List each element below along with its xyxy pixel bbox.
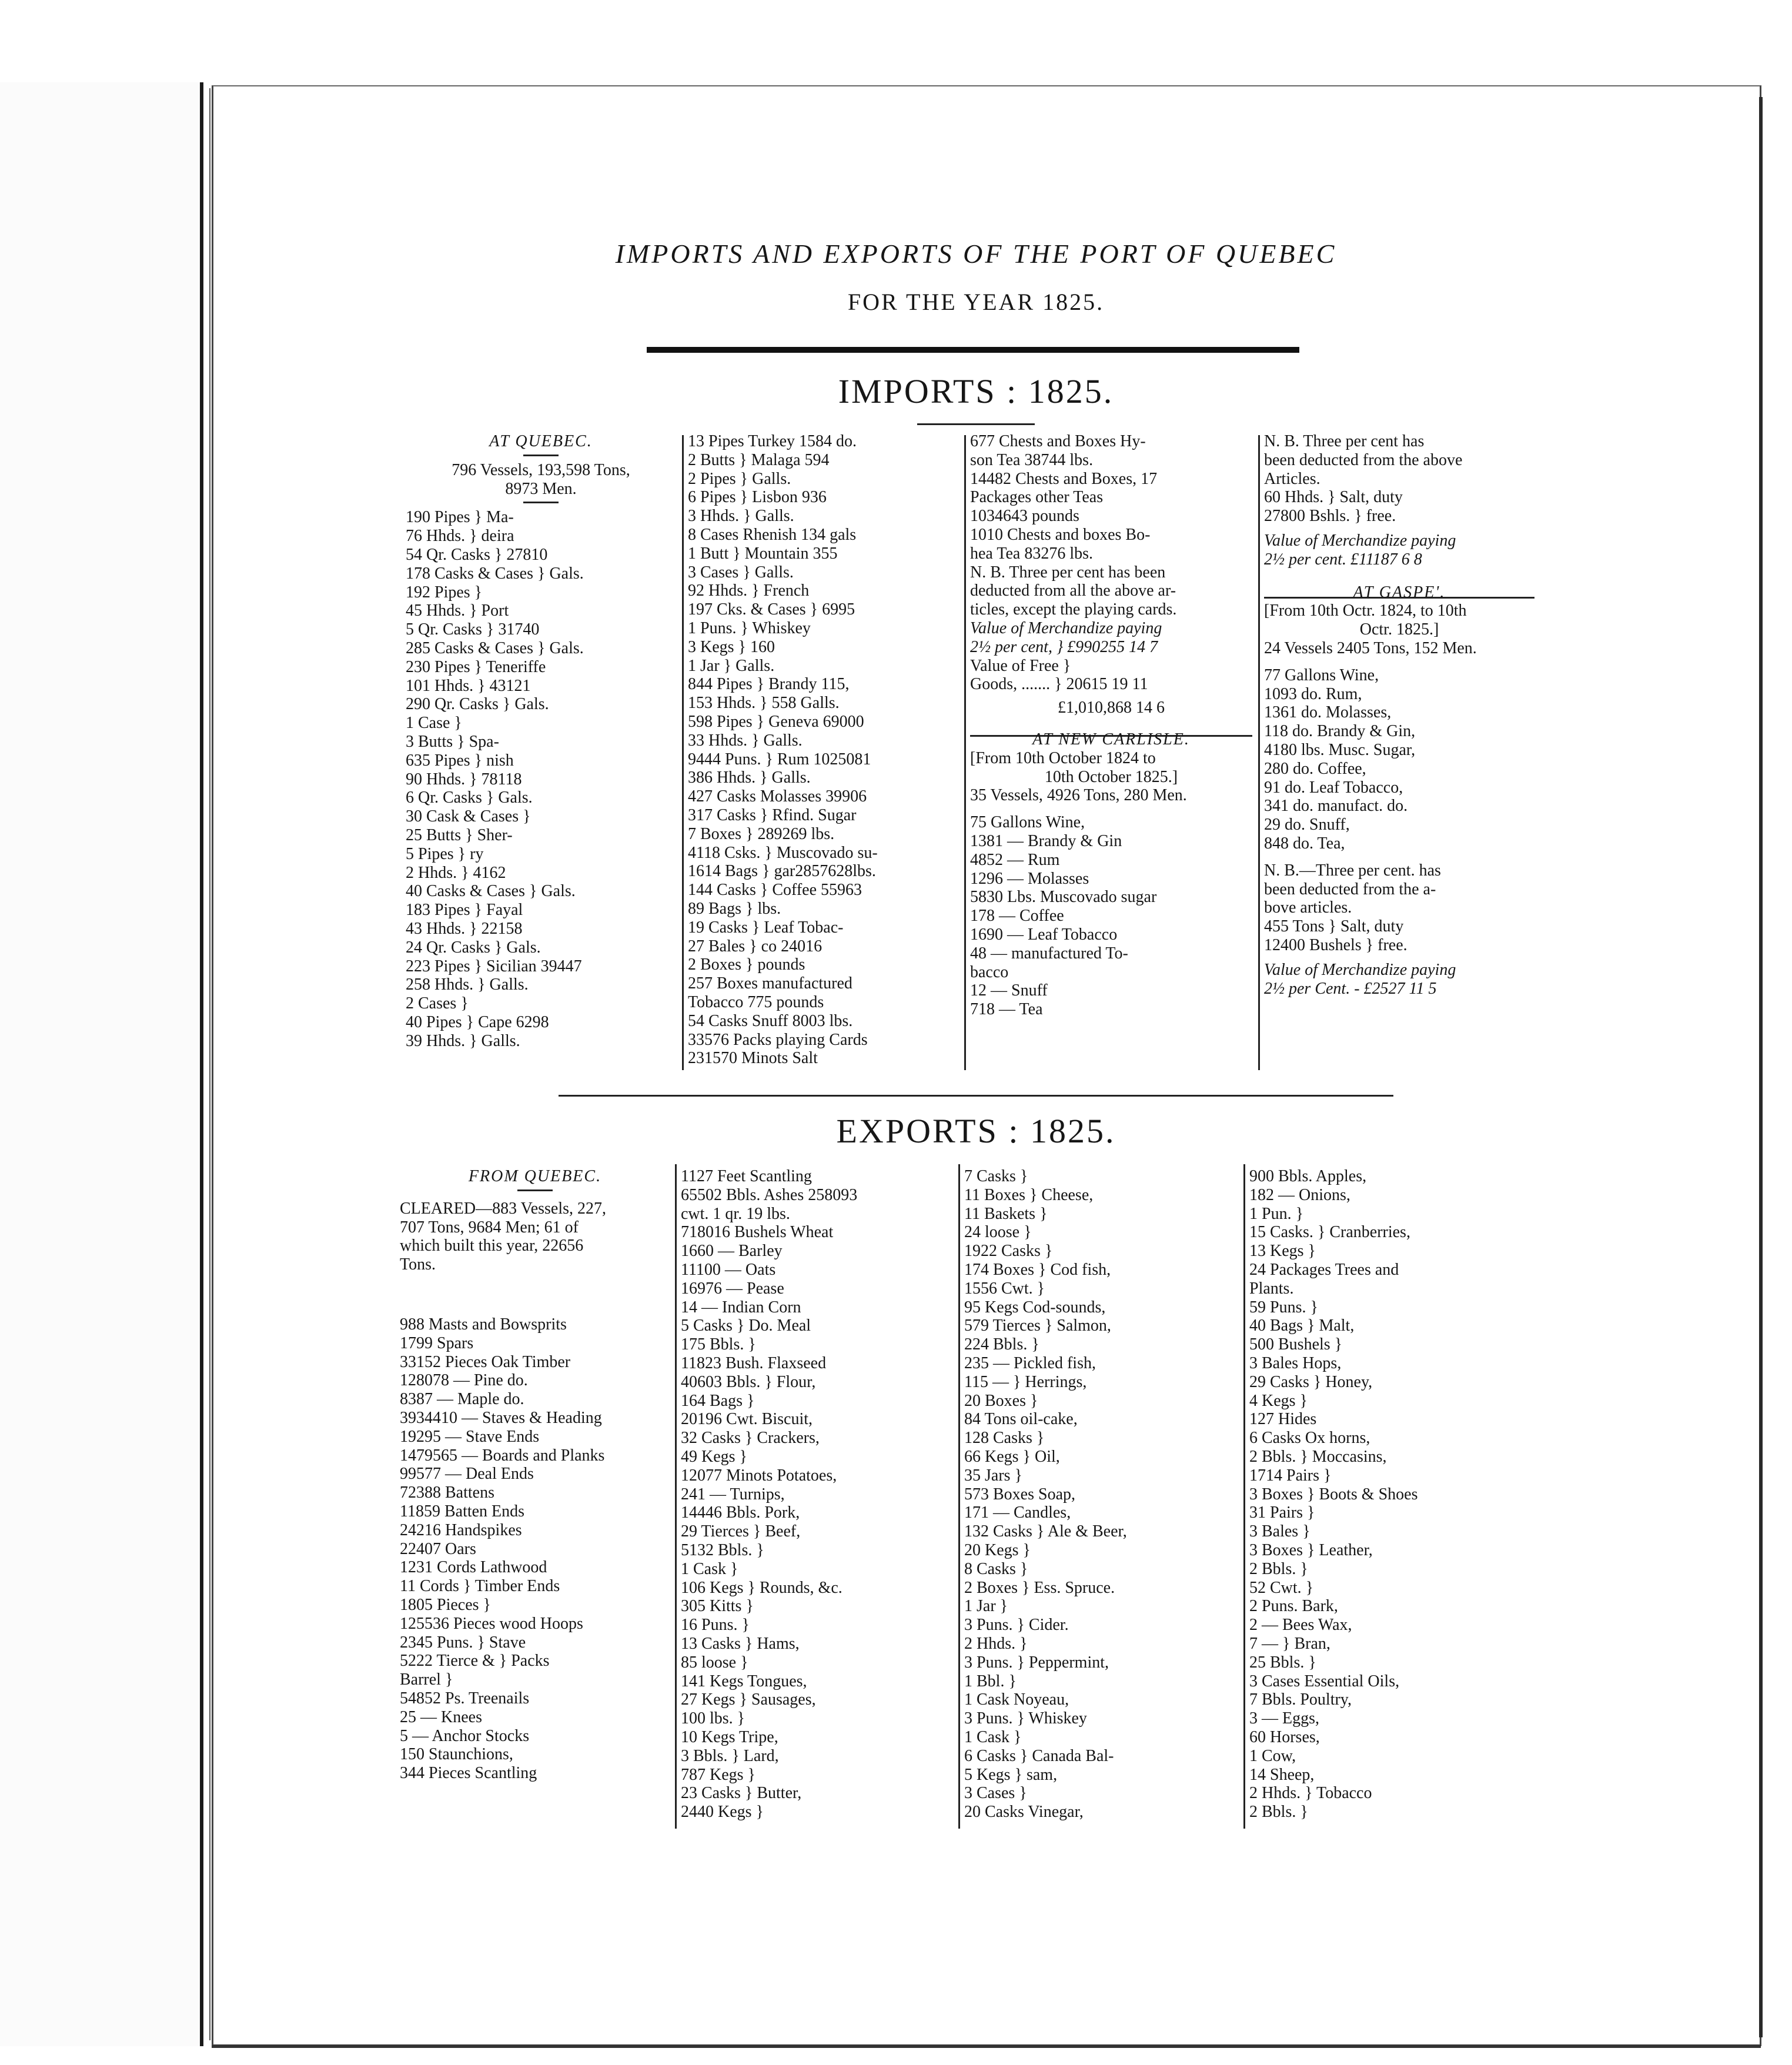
entry-line: 1479565 — Boards and Planks [400, 1446, 605, 1465]
entry-line: 2 Bbls. } [1249, 1559, 1308, 1578]
entry-line: 2 Boxes } Ess. Spruce. [964, 1578, 1115, 1597]
entry-line: 178 — Coffee [970, 907, 1064, 925]
entry-line: 192 Pipes } [406, 583, 483, 602]
entry-line: 11 Baskets } [964, 1204, 1048, 1223]
ornamental-rule [517, 1189, 553, 1191]
entry-line: 1 Cask } [681, 1559, 738, 1578]
entry-line: 231570 Minots Salt [688, 1049, 818, 1068]
entry-line: 1361 do. Molasses, [1264, 703, 1392, 722]
entry-line: 40 Bags } Malt, [1249, 1316, 1355, 1335]
entry-line: 11823 Bush. Flaxseed [681, 1354, 827, 1372]
entry-line: son Tea 38744 lbs. [970, 450, 1094, 469]
entry-line: 8387 — Maple do. [400, 1390, 524, 1409]
entry-line: 4 Kegs } [1249, 1391, 1308, 1410]
binding-edge [203, 88, 210, 2040]
entry-line: 305 Kitts } [681, 1597, 754, 1616]
entry-line: 1296 — Molasses [970, 869, 1089, 888]
entry-line: 3 Boxes } Leather, [1249, 1541, 1373, 1559]
entry-line: 3 Kegs } 160 [688, 637, 775, 656]
entry-line: 24 Qr. Casks } Gals. [406, 938, 541, 957]
entry-line: 2½ per cent, } £990255 14 7 [970, 637, 1158, 656]
entry-line: 7 Boxes } 289269 lbs. [688, 824, 835, 843]
entry-line: 4852 — Rum [970, 850, 1060, 869]
entry-line: 1556 Cwt. } [964, 1279, 1045, 1298]
entry-line: 2 Hhds. } Tobacco [1249, 1784, 1372, 1803]
entry-line: 164 Bags } [681, 1391, 755, 1410]
entry-line: 7 Bbls. Poultry, [1249, 1690, 1352, 1709]
entry-line: [From 10th Octr. 1824, to 10th [1264, 602, 1467, 620]
entry-line: 718 — Tea [970, 1000, 1043, 1019]
entry-line: 1 Pun. } [1249, 1204, 1304, 1223]
entry-line: 15 Casks. } Cranberries, [1249, 1223, 1410, 1242]
entry-line: deducted from all the above ar- [970, 582, 1176, 600]
entry-line: 9444 Puns. } Rum 1025081 [688, 750, 871, 768]
column-heading: AT QUEBEC. [489, 432, 593, 450]
entry-line: 54 Qr. Casks } 27810 [406, 545, 548, 564]
entry-line: 1034643 pounds [970, 507, 1079, 526]
exports-column-divider-2 [958, 1164, 960, 1829]
entry-line: 11859 Batten Ends [400, 1502, 525, 1521]
entry-line: 128 Casks } [964, 1429, 1045, 1448]
entry-line: been deducted from the a- [1264, 880, 1436, 898]
entry-line: 84 Tons oil-cake, [964, 1410, 1078, 1429]
entry-line: 29 Casks } Honey, [1249, 1372, 1373, 1391]
entry-line: 8973 Men. [505, 479, 577, 498]
imports-heading-rule [917, 423, 1035, 425]
entry-line: 2 Hhds. } [964, 1634, 1028, 1653]
entry-line: 900 Bbls. Apples, [1249, 1167, 1367, 1185]
entry-line: bacco [970, 963, 1009, 981]
entry-line: 92 Hhds. } French [688, 582, 810, 600]
entry-line: cwt. 1 qr. 19 lbs. [681, 1204, 790, 1223]
entry-line: 2 Hhds. } 4162 [406, 863, 506, 882]
entry-line: 91 do. Leaf Tobacco, [1264, 778, 1403, 797]
exports-column-4 [1249, 1167, 1520, 1822]
entry-line: Barrel } [400, 1670, 453, 1689]
entry-line: 13 Casks } Hams, [681, 1634, 800, 1653]
entry-line: 1714 Pairs } [1249, 1466, 1332, 1485]
entry-line: 29 Tierces } Beef, [681, 1522, 801, 1541]
entry-line: 241 — Turnips, [681, 1485, 785, 1503]
page-bottom-shadow [212, 2045, 1761, 2048]
entry-line: 455 Tons } Salt, duty [1264, 917, 1404, 936]
entry-line: [From 10th October 1824 to [970, 749, 1156, 767]
entry-line: 1660 — Barley [681, 1242, 783, 1261]
entry-line: 988 Masts and Bowsprits [400, 1315, 567, 1334]
entry-line: 2 Cases } [406, 994, 469, 1013]
entry-line: 65502 Bbls. Ashes 258093 [681, 1185, 858, 1204]
imports-column-divider-2 [964, 435, 966, 1070]
entry-line: 16 Puns. } [681, 1616, 750, 1635]
imports-column-gaspe [1264, 432, 1534, 998]
entry-line: 35 Vessels, 4926 Tons, 280 Men. [970, 786, 1187, 805]
entry-line: 33 Hhds. } Galls. [688, 731, 803, 750]
entry-line: 20 Casks Vinegar, [964, 1803, 1084, 1822]
column-heading: FROM QUEBEC. [468, 1167, 602, 1185]
entry-line: 43 Hhds. } 22158 [406, 919, 523, 938]
entry-line: 2 Bbls. } [1249, 1803, 1308, 1822]
entry-line: 24 Packages Trees and [1249, 1260, 1399, 1279]
entry-line: 1 Bbl. } [964, 1672, 1017, 1690]
entry-line: which built this year, 22656 [400, 1237, 584, 1255]
entry-line: 2½ per cent. £11187 6 8 [1264, 550, 1422, 569]
line-spacer [1264, 955, 1534, 961]
entry-line: 848 do. Tea, [1264, 834, 1345, 853]
entry-line: 2 Pipes } Galls. [688, 469, 791, 488]
ornamental-rule [523, 502, 559, 503]
entry-line: 5 Pipes } ry [406, 844, 484, 863]
line-spacer [1264, 569, 1534, 583]
entry-line: N. B.—Three per cent. has [1264, 861, 1441, 880]
entry-line: 178 Casks & Cases } Gals. [406, 564, 584, 583]
entry-line: 3 Bbls. } Lard, [681, 1746, 779, 1765]
entry-line: 52 Cwt. } [1249, 1578, 1314, 1597]
exports-heading: EXPORTS : 1825. [836, 1112, 1116, 1150]
entry-line: 27800 Bshls. } free. [1264, 507, 1396, 526]
entry-line: 6 Casks Ox horns, [1249, 1429, 1370, 1448]
entry-line: 598 Pipes } Geneva 69000 [688, 712, 864, 731]
imports-column-divider-1 [682, 435, 684, 1070]
exports-column-divider-3 [1243, 1164, 1245, 1829]
entry-line: 1 Puns. } Whiskey [688, 619, 811, 637]
entry-line: 3 Bales Hops, [1249, 1354, 1342, 1372]
entry-line: 12400 Bushels } free. [1264, 935, 1407, 954]
entry-line: 13 Kegs } [1249, 1242, 1316, 1261]
entry-line: 2345 Puns. } Stave [400, 1633, 526, 1652]
entry-line: 29 do. Snuff, [1264, 816, 1350, 834]
entry-line: 4118 Csks. } Muscovado su- [688, 843, 878, 862]
entry-line: 14 — Indian Corn [681, 1298, 801, 1316]
entry-line: 32 Casks } Crackers, [681, 1429, 820, 1448]
entry-line: 223 Pipes } Sicilian 39447 [406, 957, 582, 975]
entry-line: 174 Boxes } Cod fish, [964, 1260, 1111, 1279]
entry-line: 677 Chests and Boxes Hy- [970, 432, 1146, 450]
entry-line: 1381 — Brandy & Gin [970, 831, 1122, 850]
entry-line: 23 Casks } Butter, [681, 1784, 802, 1803]
entry-line: ticles, except the playing cards. [970, 600, 1177, 619]
exports-column-3 [964, 1167, 1238, 1822]
entry-line: 40603 Bbls. } Flour, [681, 1372, 816, 1391]
entry-line: 235 — Pickled fish, [964, 1354, 1096, 1372]
entry-line: 7 Casks } [964, 1167, 1028, 1185]
entry-line: £1,010,868 14 6 [1058, 699, 1165, 717]
ornamental-rule [523, 455, 559, 456]
entry-line: 5132 Bbls. } [681, 1541, 764, 1559]
entry-line: 1 Case } [406, 714, 462, 733]
entry-line: 11 Boxes } Cheese, [964, 1185, 1094, 1204]
entry-line: 60 Horses, [1249, 1727, 1320, 1746]
entry-line: 132 Casks } Ale & Beer, [964, 1522, 1127, 1541]
entry-line: 40 Pipes } Cape 6298 [406, 1013, 549, 1031]
entry-line: 75 Gallons Wine, [970, 813, 1085, 832]
entry-line: 8 Cases Rhenish 134 gals [688, 525, 857, 544]
entry-line: 13 Pipes Turkey 1584 do. [688, 432, 857, 450]
entry-line: Goods, ....... } 20615 19 11 [970, 675, 1148, 694]
entry-line: 1 Butt } Mountain 355 [688, 544, 838, 563]
entry-line: 24216 Handspikes [400, 1521, 522, 1539]
entry-line: 10th October 1825.] [1044, 767, 1178, 786]
entry-line: 796 Vessels, 193,598 Tons, [452, 460, 630, 479]
entry-line: 175 Bbls. } [681, 1335, 756, 1354]
entry-line: 5 Casks } Do. Meal [681, 1316, 811, 1335]
entry-line: 344 Pieces Scantling [400, 1764, 537, 1783]
entry-line: 11100 — Oats [681, 1260, 776, 1279]
entry-line: 3934410 — Staves & Heading [400, 1408, 602, 1427]
entry-line: 118 do. Brandy & Gin, [1264, 722, 1416, 741]
entry-line: 8 Casks } [964, 1559, 1028, 1578]
column-heading: AT GASPE'. [1353, 583, 1446, 602]
imports-column-quebec [406, 432, 676, 1051]
entry-line: 85 loose } [681, 1653, 748, 1672]
entry-line: 60 Hhds. } Salt, duty [1264, 488, 1403, 507]
entry-line: 141 Kegs Tongues, [681, 1672, 807, 1690]
entry-line: 72388 Battens [400, 1483, 494, 1502]
entry-line: 100 lbs. } [681, 1709, 745, 1728]
line-spacer [970, 805, 1252, 813]
entry-line: 718016 Bushels Wheat [681, 1223, 834, 1242]
entry-line: 579 Tierces } Salmon, [964, 1316, 1111, 1335]
entry-line: 341 do. manufact. do. [1264, 797, 1408, 816]
entry-line: 5 Kegs } sam, [964, 1765, 1058, 1784]
entry-line: 2 Puns. Bark, [1249, 1597, 1338, 1616]
entry-line: 27 Bales } co 24016 [688, 937, 823, 955]
entry-line: 1 Jar } [964, 1597, 1008, 1616]
left-page-edge [0, 82, 203, 2046]
entry-line: 106 Kegs } Rounds, &c. [681, 1578, 842, 1597]
exports-column-quebec [400, 1167, 670, 1783]
entry-line: 1127 Feet Scantling [681, 1167, 812, 1185]
exports-column-divider-1 [675, 1164, 677, 1829]
document-subtitle: FOR THE YEAR 1825. [847, 289, 1105, 315]
entry-line: 31 Pairs } [1249, 1503, 1315, 1522]
entry-line: bove articles. [1264, 898, 1352, 917]
entry-line: 115 — } Herrings, [964, 1372, 1087, 1391]
entry-line: 1 Cask Noyeau, [964, 1690, 1069, 1709]
entry-line: 49 Kegs } [681, 1447, 747, 1466]
entry-line: 59 Puns. } [1249, 1298, 1318, 1316]
entry-line: 153 Hhds. } 558 Galls. [688, 694, 840, 713]
entry-line: 1093 do. Rum, [1264, 684, 1362, 703]
entry-line: 635 Pipes } nish [406, 751, 514, 770]
entry-line: 182 — Onions, [1249, 1185, 1350, 1204]
entry-line: 95 Kegs Cod-sounds, [964, 1298, 1106, 1316]
entry-line: 20196 Cwt. Biscuit, [681, 1410, 813, 1429]
entry-line: 22407 Oars [400, 1539, 476, 1558]
entry-line: 1614 Bags } gar2857628lbs. [688, 862, 876, 881]
entry-line: 230 Pipes } Teneriffe [406, 657, 546, 676]
entry-line: been deducted from the above [1264, 450, 1463, 469]
line-spacer [970, 717, 1252, 730]
entry-line: 125536 Pieces wood Hoops [400, 1614, 583, 1633]
entry-line: 197 Cks. & Cases } 6995 [688, 600, 855, 619]
page-right-shadow [1759, 97, 1763, 2037]
entry-line: 183 Pipes } Fayal [406, 901, 523, 920]
entry-line: hea Tea 83276 lbs. [970, 544, 1094, 563]
entry-line: 1805 Pieces } [400, 1595, 491, 1614]
imports-heading: IMPORTS : 1825. [838, 372, 1114, 410]
line-spacer [400, 1274, 670, 1315]
entry-line: 27 Kegs } Sausages, [681, 1690, 816, 1709]
entry-line: 128078 — Pine do. [400, 1371, 528, 1390]
entry-line: 20 Boxes } [964, 1391, 1038, 1410]
entry-line: 427 Casks Molasses 39906 [688, 787, 867, 806]
entry-line: 14446 Bbls. Pork, [681, 1503, 800, 1522]
entry-line: 19 Casks } Leaf Tobac- [688, 918, 844, 937]
entry-line: 3 Hhds. } Galls. [688, 507, 794, 526]
entry-line: 5222 Tierce & } Packs [400, 1652, 550, 1670]
entry-line: 1799 Spars [400, 1334, 474, 1352]
entry-line: N. B. Three per cent has been [970, 563, 1166, 582]
entry-line: 2440 Kegs } [681, 1803, 764, 1822]
entry-line: 3 Bales } [1249, 1522, 1310, 1541]
entry-line: 7 — } Bran, [1249, 1634, 1330, 1653]
entry-line: Value of Merchandize paying [1264, 531, 1456, 550]
entry-line: Value of Merchandize paying [1264, 960, 1456, 979]
entry-line: 1231 Cords Lathwood [400, 1558, 547, 1577]
entry-line: 3 Boxes } Boots & Shoes [1249, 1485, 1418, 1503]
entry-line: 20 Kegs } [964, 1541, 1031, 1559]
entry-line: 3 Butts } Spa- [406, 732, 499, 751]
exports-column-2 [681, 1167, 954, 1822]
entry-line: 12077 Minots Potatoes, [681, 1466, 837, 1485]
entry-line: 54 Casks Snuff 8003 lbs. [688, 1011, 853, 1030]
entry-line: 573 Boxes Soap, [964, 1485, 1075, 1503]
entry-line: 1690 — Leaf Tobacco [970, 925, 1118, 944]
section-divider-rule [559, 1095, 1393, 1097]
entry-line: 66 Kegs } Oil, [964, 1447, 1060, 1466]
entry-line: 6 Pipes } Lisbon 936 [688, 488, 827, 507]
entry-line: 258 Hhds. } Galls. [406, 975, 529, 994]
entry-line: 127 Hides [1249, 1410, 1317, 1429]
entry-line: 386 Hhds. } Galls. [688, 768, 811, 787]
line-spacer [1264, 526, 1534, 532]
entry-line: 5 — Anchor Stocks [400, 1726, 530, 1745]
entry-line: 45 Hhds. } Port [406, 602, 509, 620]
column-heading: AT NEW CARLISLE. [1032, 730, 1190, 749]
entry-line: 1010 Chests and boxes Bo- [970, 525, 1151, 544]
entry-line: 12 — Snuff [970, 981, 1048, 1000]
imports-column-2 [688, 432, 958, 1068]
entry-line: 2½ per Cent. - £2527 11 5 [1264, 979, 1437, 998]
entry-line: 500 Bushels } [1249, 1335, 1343, 1354]
entry-line: 54852 Ps. Treenails [400, 1689, 530, 1708]
entry-line: 89 Bags } lbs. [688, 899, 781, 918]
entry-line: 844 Pipes } Brandy 115, [688, 675, 850, 694]
entry-line: 90 Hhds. } 78118 [406, 770, 522, 788]
document-title: IMPORTS AND EXPORTS OF THE PORT OF QUEBEC [615, 239, 1337, 269]
entry-line: 1922 Casks } [964, 1242, 1053, 1261]
entry-line: 285 Casks & Cases } Gals. [406, 639, 584, 657]
entry-line: 2 — Bees Wax, [1249, 1616, 1352, 1635]
entry-line: 99577 — Deal Ends [400, 1465, 534, 1483]
entry-line: 190 Pipes } Ma- [406, 508, 514, 527]
entry-line: 40 Casks & Cases } Gals. [406, 882, 576, 901]
entry-line: 77 Gallons Wine, [1264, 666, 1379, 684]
imports-column-divider-3 [1258, 435, 1260, 1070]
entry-line: 24 loose } [964, 1223, 1032, 1242]
title-rule [647, 347, 1299, 353]
entry-line: 3 Cases } Galls. [688, 563, 794, 582]
entry-line: 19295 — Stave Ends [400, 1427, 540, 1446]
entry-line: 76 Hhds. } deira [406, 527, 514, 546]
entry-line: 171 — Candles, [964, 1503, 1071, 1522]
entry-line: 6 Casks } Canada Bal- [964, 1746, 1114, 1765]
entry-line: 707 Tons, 9684 Men; 61 of [400, 1218, 579, 1237]
entry-line: 6 Qr. Casks } Gals. [406, 788, 533, 807]
entry-line: 2 Boxes } pounds [688, 955, 805, 974]
entry-line: 25 Butts } Sher- [406, 826, 513, 844]
entry-line: Value of Free } [970, 656, 1071, 675]
entry-line: 150 Staunchions, [400, 1745, 513, 1764]
entry-line: 5830 Lbs. Muscovado sugar [970, 888, 1157, 907]
line-spacer [1264, 853, 1534, 861]
entry-line: 25 Bbls. } [1249, 1653, 1316, 1672]
entry-line: 11 Cords } Timber Ends [400, 1577, 560, 1596]
entry-line: 3 Cases } [964, 1784, 1027, 1803]
entry-line: 16976 — Pease [681, 1279, 784, 1298]
entry-line: 4180 lbs. Musc. Sugar, [1264, 740, 1416, 759]
entry-line: 33576 Packs playing Cards [688, 1030, 868, 1049]
entry-line: 3 Puns. } Peppermint, [964, 1653, 1109, 1672]
entry-line: 144 Casks } Coffee 55963 [688, 881, 862, 900]
entry-line: 257 Boxes manufactured [688, 974, 852, 993]
entry-line: 35 Jars } [964, 1466, 1022, 1485]
entry-line: 30 Cask & Cases } [406, 807, 531, 826]
entry-line: 1 Cow, [1249, 1746, 1296, 1765]
entry-line: Packages other Teas [970, 488, 1104, 507]
entry-line: 14 Sheep, [1249, 1765, 1315, 1784]
entry-line: CLEARED—883 Vessels, 227, [400, 1199, 607, 1218]
imports-column-3 [970, 432, 1252, 1019]
entry-line: 24 Vessels 2405 Tons, 152 Men. [1264, 639, 1477, 657]
entry-line: N. B. Three per cent has [1264, 432, 1425, 450]
entry-line: 290 Qr. Casks } Gals. [406, 695, 549, 714]
entry-line: 2 Butts } Malaga 594 [688, 450, 830, 469]
line-spacer [970, 694, 1252, 699]
line-spacer [1264, 658, 1534, 666]
entry-line: 48 — manufactured To- [970, 944, 1128, 963]
entry-line: 787 Kegs } [681, 1765, 755, 1784]
entry-line: 280 do. Coffee, [1264, 759, 1366, 778]
entry-line: 1 Cask } [964, 1727, 1022, 1746]
entry-line: 3 — Eggs, [1249, 1709, 1319, 1728]
entry-line: 14482 Chests and Boxes, 17 [970, 469, 1158, 488]
entry-line: 39 Hhds. } Galls. [406, 1031, 520, 1050]
entry-line: Value of Merchandize paying [970, 619, 1162, 637]
entry-line: 25 — Knees [400, 1708, 482, 1726]
entry-line: 5 Qr. Casks } 31740 [406, 620, 540, 639]
entry-line: 224 Bbls. } [964, 1335, 1039, 1354]
entry-line: 10 Kegs Tripe, [681, 1727, 778, 1746]
entry-line: 1 Jar } Galls. [688, 656, 775, 675]
entry-line: 33152 Pieces Oak Timber [400, 1352, 571, 1371]
entry-line: Octr. 1825.] [1359, 620, 1439, 639]
entry-line: 3 Cases Essential Oils, [1249, 1672, 1400, 1690]
entry-line: Plants. [1249, 1279, 1294, 1298]
entry-line: 317 Casks } Rfind. Sugar [688, 806, 857, 824]
entry-line: Articles. [1264, 469, 1320, 488]
entry-line: 101 Hhds. } 43121 [406, 676, 531, 695]
entry-line: 2 Bbls. } Moccasins, [1249, 1447, 1387, 1466]
entry-line: 3 Puns. } Whiskey [964, 1709, 1087, 1728]
entry-line: Tobacco 775 pounds [688, 993, 824, 1011]
entry-line: Tons. [400, 1255, 436, 1274]
entry-line: 3 Puns. } Cider. [964, 1616, 1069, 1635]
